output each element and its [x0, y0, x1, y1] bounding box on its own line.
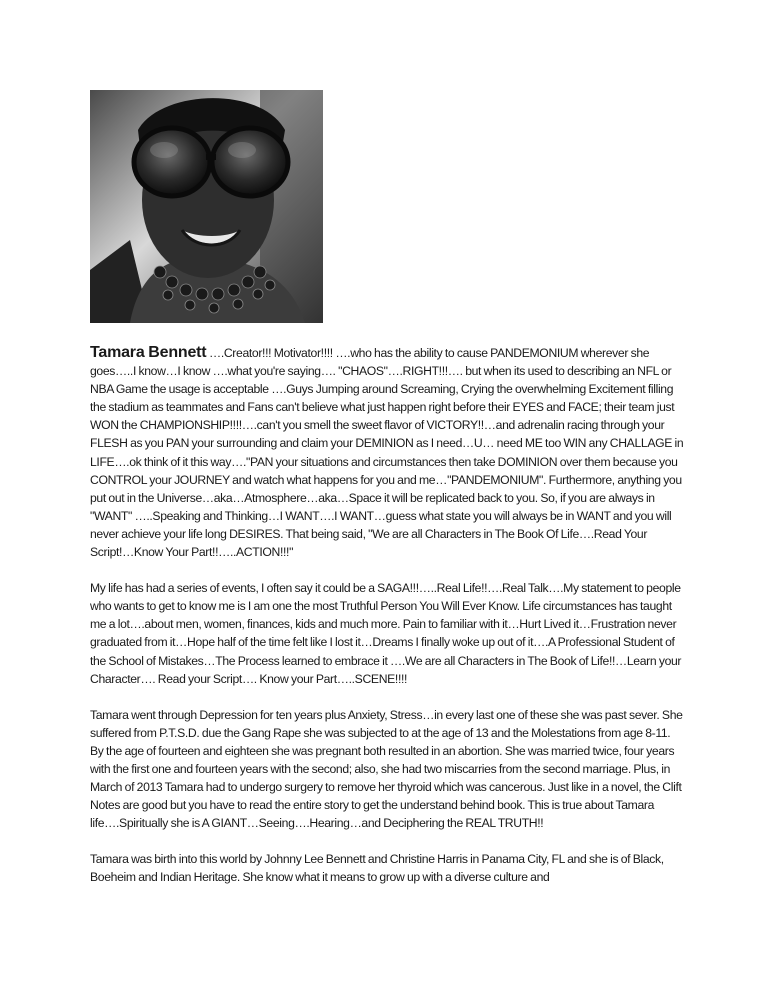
paragraph-life-events: My life has had a series of events, I often say it could be a SAGA!!!…..Real Life!!….Real Talk….My statement to people who wants to get to know me is I am one the most Truthful Person You Will Ever Know. Life circumstances has taught me a lot….about men, women, finances, kids and much more. Pain to familiar with it…Hurt Lived it…Frustration never graduated from it…Hope half of the time felt like I lost it…Dreams I finally woke up out of it….A Professional Student of the School of Mistakes…The Process learned to embrace it ….We are all Characters in The Book of Life!!…Learn your Character…. Read your Script…. Know your Part…..SCENE!!!! — [90, 581, 682, 686]
author-photo — [90, 90, 323, 323]
paragraph-intro-text: ….Creator!!! Motivator!!!! ….who has the ability to cause PANDEMONIUM wherever she goes…..I know…I know ….what you're saying…. "CHAOS"….RIGHT!!!…. but when its used to describing an NFL or NBA Game the usage is acceptable ….Guys Jumping around Screaming, Crying the overwhelming Excitement filling the stadium as teammates and Fans can't believe what just happen right before their EYES and FACE; their team just WON the CHAMPIONSHIP!!!!….can't you smell the sweet flavor of VICTORY!!…and adrenalin racing through your FLESH as you PAN your surrounding and claim your DEMINION as I need…U… need ME too WIN any CHALLAGE in LIFE….ok think of it this way…."PAN your situations and circumstances then take DOMINION over them because you CONTROL your JOURNEY and watch what happens for you and me…"PANDEMONIUM". Furthermore, anything you put out in the Universe…aka…Atmosphere…aka…Space it will be replicated back to you. So, if you are always in "WANT" …..Speaking and Thinking…I WANT….I WANT…guess what state you will always be in WANT and you will never achieve your life long DESIRES. That being said, "We are all Characters in The Book Of Life….Read Your Script!…Know Your Part!!…..ACTION!!!" — [90, 346, 684, 560]
paragraph-struggles: Tamara went through Depression for ten years plus Anxiety, Stress…in every last one of these she was past sever. She suffered from P.T.S.D. due the Gang Rape she was subjected to at the age of 13 and the Molestations from age 8-11. By the age of fourteen and eighteen she was pregnant both resulted in an abortion. She was married twice, four years with the first one and fourteen years with the second; also, she had two miscarries from the second marriage. Plus, in March of 2013 Tamara had to undergo surgery to remove her thyroid which was cancerous. Just like in a novel, the Clift Notes are good but you have to read the entire story to get the understand behind book. This is true about Tamara life….Spiritually she is A GIANT…Seeing….Hearing…and Deciphering the REAL TRUTH!! — [90, 707, 683, 831]
paragraph-heritage: Tamara was birth into this world by Johnny Lee Bennett and Christine Harris in Panama City, FL and she is of Black, Boeheim and Indian Heritage. She know what it means to grow up with a diverse culture and — [90, 852, 664, 885]
author-name: Tamara Bennett — [90, 344, 207, 361]
paragraph-intro — [90, 344, 686, 561]
biography-text — [90, 344, 686, 905]
